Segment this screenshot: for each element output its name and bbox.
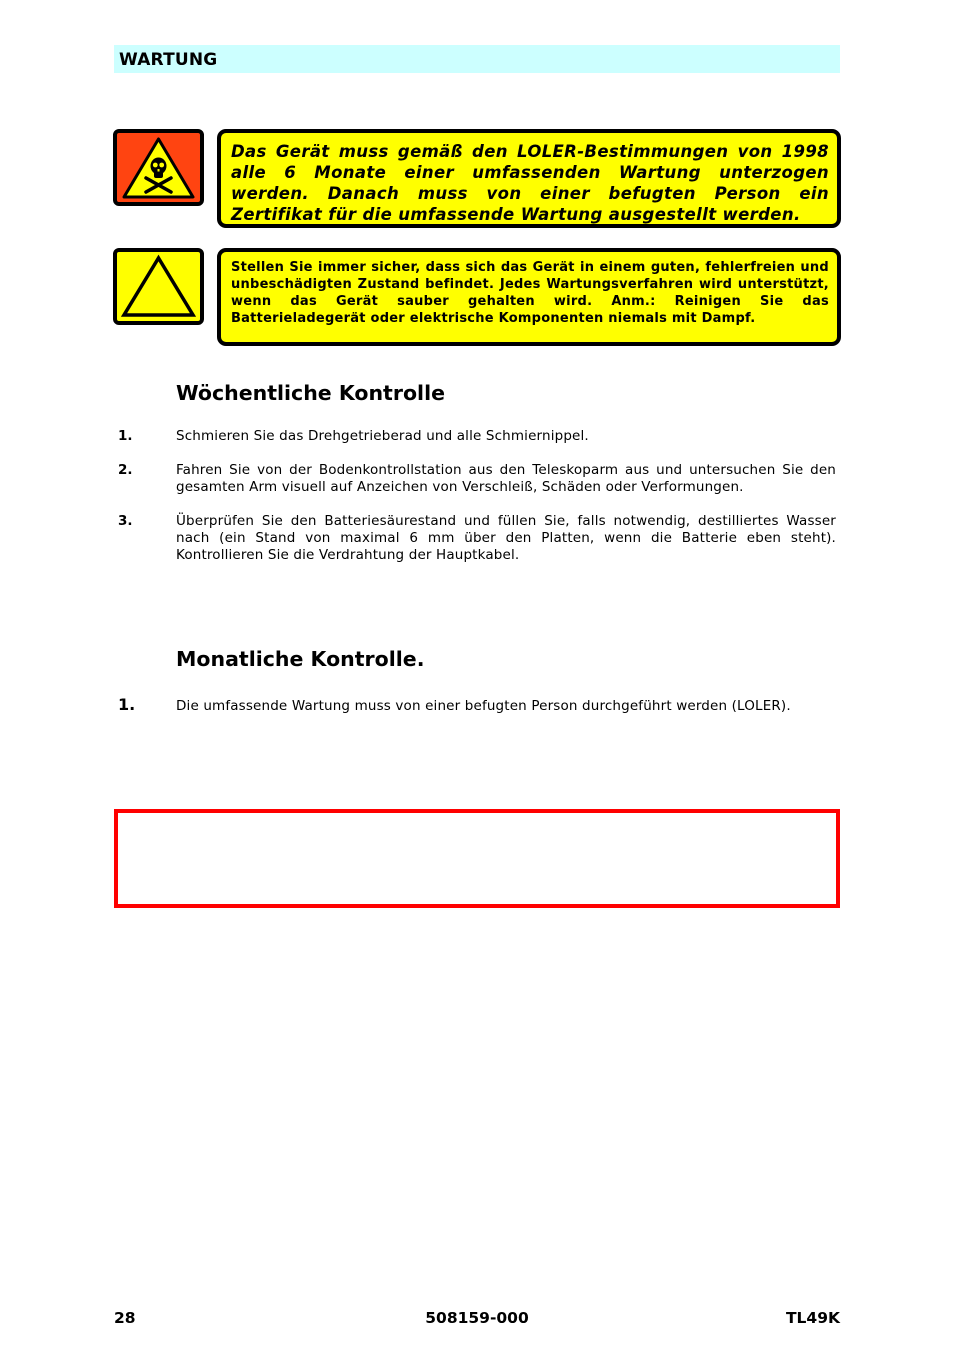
list-item (118, 428, 836, 445)
skull-crossbones-warning-icon (113, 129, 204, 206)
list-item-number: 3. (118, 513, 133, 529)
warning-notice-text: Stellen Sie immer sicher, dass sich das Gerät in einem guten, fehlerfreien und unbeschädigten Zustand befindet. Jedes Wartungsverfahren wird unterstützt, wenn das Gerät sauber gehalten wird. Anm.: Reinigen Sie das Batterieladegerät oder elektrische Komponenten niemals mit Dampf. (231, 260, 829, 326)
weekly-check-heading: Wöchentliche Kontrolle (176, 381, 446, 405)
empty-notice-frame (114, 809, 840, 908)
footer-page-number: 28 (114, 1309, 136, 1327)
danger-notice (217, 129, 841, 228)
list-item-number: 2. (118, 462, 133, 478)
list-item (118, 462, 836, 496)
footer-model: TL49K (785, 1309, 840, 1327)
footer-document-number: 508159-000 (425, 1309, 529, 1327)
list-item-text: Die umfassende Wartung muss von einer befugten Person durchgeführt werden (LOLER). (176, 698, 791, 714)
list-item (118, 513, 836, 564)
list-item-number: 1. (118, 695, 136, 714)
list-item-text: Schmieren Sie das Drehgetrieberad und alle Schmiernippel. (176, 428, 589, 444)
list-item (118, 695, 836, 715)
warning-notice (217, 248, 841, 346)
section-title: WARTUNG (114, 45, 840, 73)
list-item-text: Überprüfen Sie den Batteriesäurestand und füllen Sie, falls notwendig, destilliertes Wasser nach (ein Stand von maximal 6 mm über den Platten, wenn die Batterie eben steht). Kontrollieren Sie die Verdrahtung der Hauptkabel. (176, 513, 836, 563)
danger-notice-text: Das Gerät muss gemäß den LOLER-Bestimmungen von 1998 alle 6 Monate einer umfassenden Wartung unterzogen werden. Danach muss von einer befugten Person ein Zertifikat für die umfassende Wartung ausgestellt werden. (231, 142, 829, 224)
monthly-check-heading: Monatliche Kontrolle. (176, 647, 425, 671)
list-item-number: 1. (118, 428, 133, 444)
triangle-warning-icon (113, 248, 204, 325)
list-item-text: Fahren Sie von der Bodenkontrollstation aus den Teleskoparm aus und untersuchen Sie den gesamten Arm visuell auf Anzeichen von Verschleiß, Schäden oder Verformungen. (176, 462, 836, 495)
